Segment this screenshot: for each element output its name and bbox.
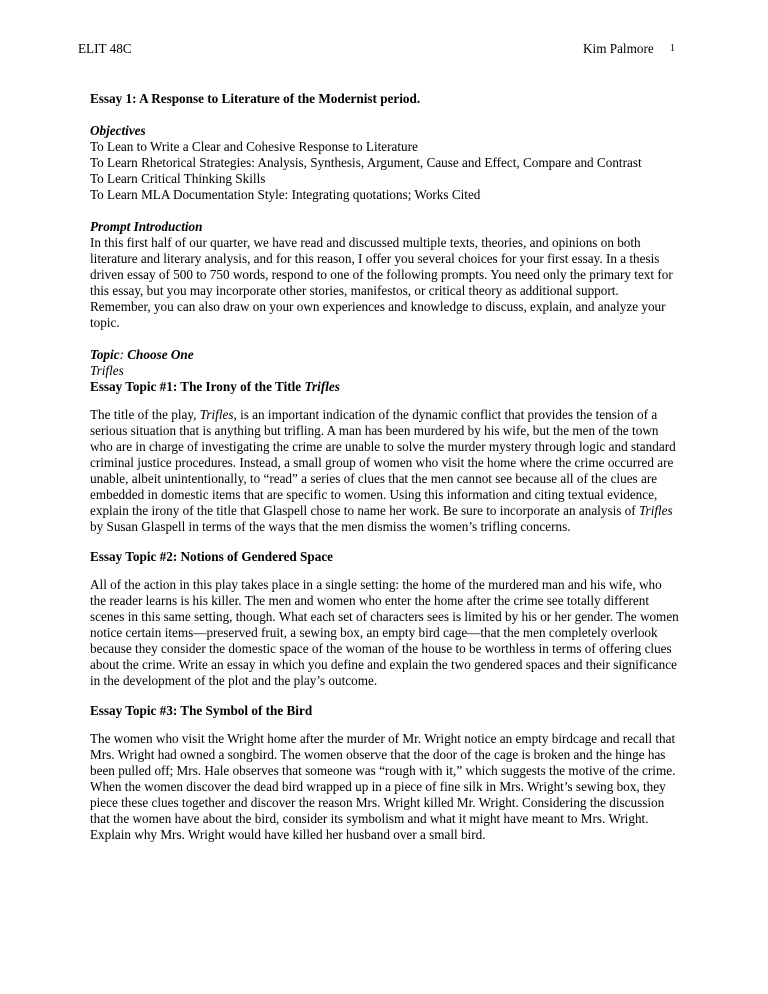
essay-topic-1-text-part: , is an important indication of the dynamic conflict that provides the tension of a serious situation that is anything but trifling. A man has been murdered by his wife, but the men of the town who are in charge of investigating the crime are unable to solve the murder mystery through logic and standard criminal justice procedures. Instead, a small group of women who visit the home where the crime occurred are unable, albeit unintentionally, to “read” a series of clues that the men cannot see because all of the clues are embedded in domestic items that are specific to women. Using this information and citing textual evidence, explain the irony of the title that Glaspell chose to name her work. Be sure to incorporate an analysis of [90, 407, 676, 518]
topic-heading-part1: Topic [90, 347, 120, 362]
essay-topic-3-heading: Essay Topic #3: The Symbol of the Bird [90, 703, 313, 718]
prompt-text: In this first half of our quarter, we have read and discussed multiple texts, theories, and opinions on both literature and literary analysis, and for this reason, I offer you several choices for your first essay. In a thesis driven essay of 500 to 750 words, respond to one of the following prompts. You need only the primary text for this essay, but you may incorporate other stories, manifestos, or critical theory as additional support. Remember, you can also draw on your own experiences and knowledge to discuss, explain, and analyze your topic. [90, 235, 673, 330]
page-number: 1 [670, 43, 675, 54]
prompt-heading: Prompt Introduction [90, 219, 203, 234]
objective-item: To Learn MLA Documentation Style: Integrating quotations; Works Cited [90, 187, 481, 202]
objective-item: To Learn Critical Thinking Skills [90, 171, 266, 186]
essay-topic-3-text: The women who visit the Wright home after the murder of Mr. Wright notice an empty birdcage and recall that Mrs. Wright had owned a songbird. The women observe that the door of the cage is broken and the hinge has been pulled off; Mrs. Hale observes that someone was “rough with it,” which suggests the motive of the crime. When the women discover the dead bird wrapped up in a piece of fine silk in Mrs. Wright’s sewing box, they piece these clues together and discover the reason Mrs. Wright killed Mr. Wright. Considering the discussion that the women have about the bird, consider its symbolism and what it might have meant to Mrs. Wright. Explain why Mrs. Wright would have killed her husband over a small bird. [90, 731, 676, 842]
document-body [90, 91, 680, 843]
essay-title: Essay 1: A Response to Literature of the Modernist period. [90, 91, 421, 106]
essay-topic-1-heading-italic: Trifles [304, 379, 340, 394]
header-course: ELIT 48C [78, 41, 132, 56]
essay-topic-1-text-part: The title of the play, [90, 407, 200, 422]
essay-topic-1-text [90, 407, 680, 535]
objectives-heading: Objectives [90, 123, 146, 138]
essay-topic-1-heading [90, 379, 680, 395]
essay-topic-2-text: All of the action in this play takes place in a single setting: the home of the murdered man and his wife, who the reader learns is his killer. The men and women who enter the home after the crime see totally different scenes in this same setting, though. What each set of characters sees is limited by his or her gender. The women notice certain items—preserved fruit, a sewing box, an empty bird cage—that the men completely overlook because they consider the domestic space of the woman of the house to be worthless in terms of offering clues about the crime. Write an essay in which you define and explain the two gendered spaces and their significance in the development of the plot and the play’s outcome. [90, 577, 679, 688]
essay-topic-1-text-italic: Trifles [199, 407, 234, 422]
topic-heading-part2: : [119, 347, 128, 362]
essay-topic-1-text-italic: Trifles [638, 503, 673, 518]
objective-item: To Lean to Write a Clear and Cohesive Response to Literature [90, 139, 418, 154]
objective-item: To Learn Rhetorical Strategies: Analysis, Synthesis, Argument, Cause and Effect, Compare and Contrast [90, 155, 642, 170]
essay-topic-1-text-part: by Susan Glaspell in terms of the ways that the men dismiss the women’s trifling concerns. [90, 519, 571, 534]
topic-heading-part3: Choose One [127, 347, 194, 362]
topic-heading [90, 347, 680, 363]
essay-topic-1-heading-text: Essay Topic #1: The Irony of the Title [90, 379, 305, 394]
header-author: Kim Palmore [583, 41, 654, 56]
topic-work: Trifles [90, 363, 124, 378]
essay-topic-2-heading: Essay Topic #2: Notions of Gendered Space [90, 549, 334, 564]
